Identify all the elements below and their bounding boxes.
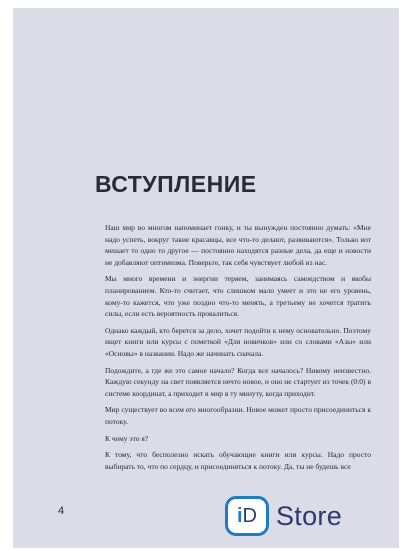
idstore-logo	[225, 492, 342, 540]
id-badge-icon	[225, 496, 269, 536]
paragraph: Однако каждый, кто берется за дело, хочет подойти к нему основательно. Поэтому ищет книги или курсы с пометкой «Для новичков» или со словами «Азы» или «Основы» в названии. Надо же начинать сначала.	[105, 325, 371, 358]
chapter-body	[105, 222, 371, 477]
paragraph: Мир существует во всем его многообразии. Новое может просто присоединиться к потоку.	[105, 405, 371, 426]
logo-badge-i: i	[236, 504, 243, 527]
page-number: 4	[58, 505, 65, 517]
chapter-heading: ВСТУПЛЕНИЕ	[95, 171, 257, 197]
paragraph: Мы много времени и энергии теряем, занимаясь самоедством и якобы планированием. Кто-то считает, что слишком мало умеет и это не его уровень, кому-то кажется, что уже поздно что-то менять, а третьему не хочется тратить силы, если есть вероятность провалиться.	[105, 274, 371, 319]
paragraph: К чему это я?	[105, 433, 149, 443]
logo-wordmark: Store	[276, 500, 343, 531]
paragraph: Наш мир во многом напоминает гонку, и ты вынужден постоянно думать: «Мне надо успеть, вокруг такие красавцы, все что-то делают, развиваются». Только вот мешает то одно то другое — постоянно находятся разные дела, да еще и новости не добавляют оптимизма. Поверьте, так себя чувствует любой из нас.	[105, 223, 371, 267]
logo-badge-d: D	[242, 504, 257, 527]
paragraph: Подождите, а где же это самое начало? Когда все началось? Никому неизвестно. Каждую секунду на свет появляется нечто новое, и оно не стартует из точек (0:0) в системе координат, а приходит в мир в ту минуту, когда приходит.	[105, 365, 371, 398]
paragraph: К тому, что бесполезно искать обучающие книги или курсы. Надо просто выбирать то, что по сердцу, и присоединяться к потоку. Да, ты не будешь все	[105, 450, 371, 471]
